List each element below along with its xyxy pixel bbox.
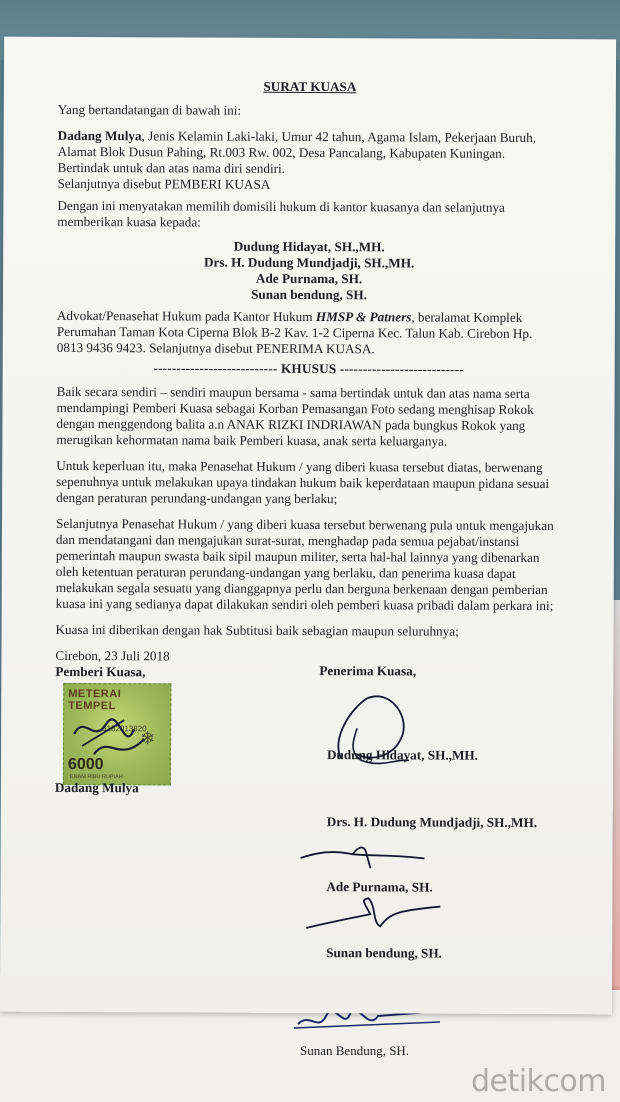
document-title: SURAT KUASA — [263, 78, 357, 95]
grantor-details: , Jenis Kelamin Laki-laki, Umur 42 tahun, Agama Islam, Pekerjaan Buruh, — [141, 128, 537, 145]
watermark: detikcom — [470, 1064, 606, 1099]
stamp-title-line1: METERAI — [68, 687, 122, 701]
signature-sunan-bendung — [300, 892, 450, 943]
para4-line: Kuasa ini diberikan dengan hak Subtitusi baik sebagian maupun seluruhnya; — [55, 621, 459, 639]
duty-stamp — [63, 683, 171, 785]
para3-line: kuasa ini yang sedianya dapat dilakukan sendiri oleh pemberi kuasa pribadi dalam perkara ini; — [55, 595, 554, 614]
attorney-name: Drs. H. Dudung Mundjadji, SH.,MH. — [203, 254, 415, 271]
statement-line2: memberikan kuasa kepada: — [57, 213, 201, 230]
attorney-name: Dudung Hidayat, SH.,MH. — [233, 238, 385, 255]
para2-line: Untuk keperluan itu, maka Penasehat Hukum / yang diberi kuasa tersebut diatas, berwenang — [56, 457, 543, 476]
place-date: Cirebon, 23 Juli 2018 — [55, 647, 170, 664]
garuda-emblem-icon: ❄ — [140, 728, 156, 750]
grantor-line3: Bertindak untuk dan atas nama diri sendiri. — [57, 159, 286, 176]
para3-line: oleh ketentuan peraturan perundang-undangan yang berlaku, dan penerima kuasa dapat — [55, 563, 516, 581]
para2-line: sepenuhnya untuk melakukan upaya tindakan hukum baik keperdataan maupun pidana sesuai — [56, 473, 550, 492]
attorney-name: Ade Purnama, SH. — [255, 270, 363, 287]
signer-name-3: Ade Purnama, SH. — [326, 879, 433, 895]
para3-line: pemerintah maupun swasta baik sipil maupun militer, serta hal-hal lainnya yang dibenarkan — [55, 547, 540, 566]
advocate-suffix: , beralamat Komplek — [411, 309, 523, 325]
signer-name-4: Sunan bendung, SH. — [326, 945, 443, 961]
signature-dadang — [64, 684, 170, 784]
statement-line1: Dengan ini menyatakan memilih domisili hukum di kantor kuasanya dan selanjutnya — [57, 197, 505, 215]
signature-ade-purnama — [292, 838, 432, 879]
advocate-line2: Perumahan Taman Kota Ciperna Blok B-2 Kav. 1-2 Ciperna Kec. Talun Kab. Cirebon Hp. — [56, 323, 533, 341]
grantee-label: Penerima Kuasa, — [319, 663, 417, 679]
stamp-value: 6000 — [67, 755, 104, 774]
para1-line: dengan menggendong balita a.n ANAK RIZKI INDRIAWAN pada bungkus Rokok yang — [56, 415, 526, 433]
stamp-value-words: ENAM RIBU RUPIAH — [69, 773, 123, 781]
signer-name-1: Dudung Hidayat, SH.,MH. — [326, 747, 479, 763]
page2-signer-name: Sunan Bendung, SH. — [300, 1043, 410, 1058]
advocate-line3: 0813 9436 9423. Selanjutnya disebut PENERIMA KUASA. — [56, 339, 375, 357]
stamp-code: 5182013820 — [102, 724, 147, 734]
intro-text: Yang bertandatangan di bawah ini: — [57, 101, 242, 118]
grantor-label: Pemberi Kuasa, — [55, 663, 146, 680]
para1-line: Baik secara sendiri – sendiri maupun bersama - sama bertindak untuk dan atas nama serta — [56, 383, 530, 401]
law-firm-name: HMSP & Patners — [315, 309, 412, 325]
letter-page — [0, 37, 616, 1015]
para1-line: mendampingi Pemberi Kuasa sebagai Korban Pemasangan Foto sedang menghisap Rokok — [56, 399, 534, 417]
grantor-sign-name: Dadang Mulya — [54, 779, 139, 796]
grantor-line2: Alamat Blok Dusun Pahing, Rt.003 Rw. 002, Desa Pancalang, Kabupaten Kuningan. — [57, 143, 506, 161]
para3-line: melakukan segala sesuatu yang dianggapnya perlu dan berguna berkenaan dengan pemberian — [55, 579, 548, 598]
stamp-title-line2: TEMPEL — [68, 699, 116, 713]
para3-line: Selanjutnya Penasehat Hukum / yang diberi kuasa tersebut berwenang pula untuk mengajukan — [55, 515, 554, 534]
advocate-prefix: Advokat/Penasehat Hukum pada Kantor Hukum — [56, 307, 316, 325]
khusus-heading: --------------------------- KHUSUS --------------------------- — [153, 360, 464, 377]
grantor-name: Dadang Mulya — [57, 127, 142, 144]
para2-line: dengan peraturan perundang-undangan yang berlaku; — [56, 489, 338, 507]
para3-line: dan mendatangani dan mengajukan surat-surat, menghadap pada semua pejabat/instansi — [55, 531, 520, 549]
grantor-line4: Selanjutnya disebut PEMBERI KUASA — [57, 175, 271, 192]
signer-name-2: Drs. H. Dudung Mundjadji, SH.,MH. — [326, 814, 538, 831]
para1-line: merugikan kehormatan nama baik Pemberi kuasa, anak serta keluarganya. — [56, 431, 448, 449]
attorney-name: Sunan bendung, SH. — [251, 286, 367, 303]
